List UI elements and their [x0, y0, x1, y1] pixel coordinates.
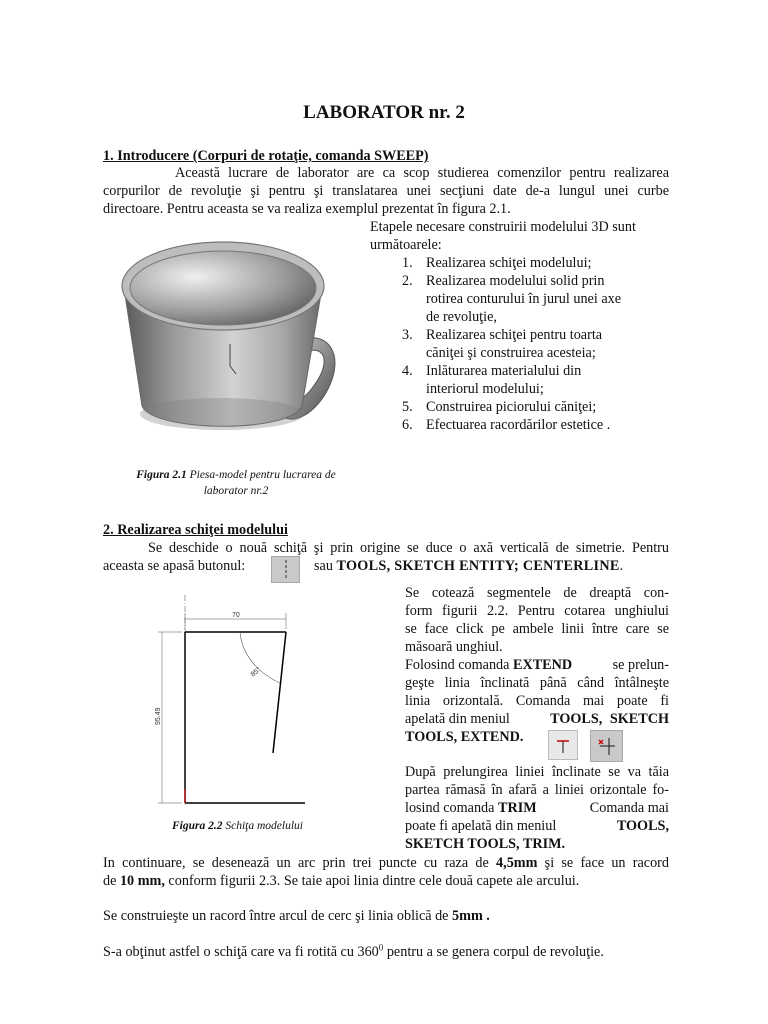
figure-2-2-caption: [150, 818, 355, 834]
rc-extend-line: [405, 656, 669, 674]
rc-line: După prelungirea liniei înclinate se va tăia: [405, 764, 669, 780]
step-item-1: [388, 254, 670, 272]
rc-text: Comanda mai: [582, 800, 669, 816]
centerline-icon: [272, 557, 299, 582]
step-item-6: [388, 416, 670, 434]
rc-line: se face click pe ambele linii între care se: [405, 621, 669, 637]
step-text: Construirea piciorului căniţei;: [426, 399, 597, 415]
figure-2-1-caption-line1: Piesa-model pentru lucrarea de: [186, 469, 336, 481]
trim-command: TRIM: [498, 800, 537, 816]
trim-icon: [591, 731, 622, 761]
figure-2-2-label: Figura 2.2: [172, 820, 223, 832]
para-text: de: [103, 873, 120, 889]
section2-line1: Se deschide o nouă schiţă şi prin origine se duce o axă verticală de simetrie. Pentru: [148, 540, 669, 556]
step-number: 1.: [402, 255, 413, 271]
rc-line: partea rămasă în afară a liniei orizontale fo-: [405, 782, 669, 798]
step-item-2: [388, 272, 670, 326]
paragraph-arc: [103, 854, 669, 890]
section1-intro: [103, 164, 669, 218]
trim-button[interactable]: [590, 730, 623, 762]
step-text: interiorul modelului;: [426, 381, 544, 397]
trim-menu-path-end: SKETCH TOOLS, TRIM.: [405, 836, 566, 852]
intro-line-2: corpurilor de revoluţie şi pentru şi translatarea unei secţiuni date de-a lungul unei curbe: [103, 183, 669, 199]
dim-height-label: 95.49: [155, 707, 162, 725]
rc-line: linia orizontală. Comanda mai poate fi: [405, 693, 669, 709]
degree-superscript: 0: [378, 942, 384, 953]
extend-command: EXTEND: [512, 657, 573, 673]
rc-text: Folosind comanda: [405, 657, 513, 673]
section2-heading: 2. Realizarea schiţei modelului: [103, 522, 288, 538]
line2-mid-text: sau: [314, 558, 337, 574]
paragraph-arc-line1: [103, 854, 669, 872]
extend-menu-path-end: TOOLS, EXTEND.: [405, 729, 524, 745]
centerline-button[interactable]: [271, 556, 300, 583]
mug-image: [112, 224, 348, 446]
rc-line: form figurii 2.2. Pentru cotarea unghiului: [405, 603, 669, 619]
figure-2-1-caption-line2: laborator nr.2: [203, 485, 269, 497]
para-text: Se construieşte un racord între arcul de cerc şi linia oblică de: [103, 908, 453, 924]
rc-line: măsoară unghiul.: [405, 639, 503, 655]
para-text: pentru a se genera corpul de revoluţie.: [383, 944, 604, 960]
sketch-figure: [150, 593, 320, 815]
para-text: S-a obţinut astfel o schiţă care va fi rotită cu 360: [103, 944, 379, 960]
step-number: 5.: [402, 399, 413, 415]
section2-line2-start: aceasta se apasă butonul:: [103, 558, 246, 574]
step-text: rotirea conturului în jurul unei axe: [426, 291, 622, 307]
rc-trim-tools-line: [405, 817, 669, 835]
para-bold: 5mm .: [452, 908, 490, 924]
step-text: Efectuarea racordărilor estetice .: [426, 417, 611, 433]
para-text: In continuare, se desenează un arc prin trei puncte cu raza de: [103, 855, 497, 871]
step-text: Inlăturarea materialului din: [426, 363, 582, 379]
para-bold: 10 mm,: [119, 873, 165, 889]
intro-line-1: Această lucrare de laborator are ca scop studierea comenzilor pentru realizarea: [175, 165, 669, 181]
figure-2-1-caption: [112, 467, 360, 499]
rc-text: losind comanda: [405, 800, 498, 816]
steps-list: [388, 254, 670, 434]
dim-angle-label: 85°: [249, 666, 263, 679]
step-text: căniţei şi construirea acesteia;: [426, 345, 596, 361]
para-bold: 4,5mm: [496, 855, 538, 871]
steps-intro-1: Etapele necesare construirii modelului 3D sunt: [370, 219, 636, 235]
rc-text: se prelun-: [612, 657, 669, 673]
rc-trim-line: [405, 799, 669, 817]
figure-2-2-caption-text: Schiţa modelului: [222, 820, 303, 832]
step-item-4: [388, 362, 670, 398]
extend-button[interactable]: [548, 730, 578, 760]
centerline-menu-path: TOOLS, SKETCH ENTITY; CENTERLINE: [336, 558, 620, 574]
right-column: [405, 584, 669, 853]
section2-line2-end: [314, 557, 623, 575]
step-item-3: [388, 326, 670, 362]
rc-spacer: [405, 746, 669, 763]
extend-icon: [549, 731, 577, 759]
line2-end-text: .: [619, 558, 624, 574]
rc-tools-line: [405, 710, 669, 728]
rc-text: poate fi apelată din meniul: [405, 818, 557, 834]
step-number: 3.: [402, 327, 413, 343]
figure-2-1-label: Figura 2.1: [136, 469, 187, 481]
para-text: conform figurii 2.3. Se taie apoi linia dintre cele două capete ale arcului.: [164, 873, 580, 889]
rc-line: geşte linia înclinată până când întâlneşte: [405, 675, 669, 691]
step-text: de revoluţie,: [426, 309, 497, 325]
step-text: Realizarea schiţei pentru toarta: [426, 327, 603, 343]
page-title: LABORATOR nr. 2: [303, 102, 465, 123]
paragraph-revolution: [103, 943, 669, 961]
steps-intro-2: următoarele:: [370, 237, 442, 253]
step-text: Realizarea modelului solid prin: [426, 273, 605, 289]
rc-text: apelată din meniul: [405, 711, 510, 727]
paragraph-fillet: [103, 907, 669, 925]
intro-line-3: directoare. Pentru aceasta se va realiza exemplul prezentat în figura 2.1.: [103, 201, 511, 217]
step-text: Realizarea schiţei modelului;: [426, 255, 592, 271]
trim-menu-path: TOOLS,: [616, 818, 669, 834]
step-number: 2.: [402, 273, 413, 289]
step-item-5: [388, 398, 670, 416]
extend-menu-path: TOOLS, SKETCH: [550, 711, 669, 727]
dim-width-label: 70: [232, 612, 240, 619]
steps-block: [370, 218, 670, 434]
paragraph-arc-line2: [103, 872, 669, 890]
step-number: 6.: [402, 417, 413, 433]
section1-heading: 1. Introducere (Corpuri de rotaţie, comanda SWEEP): [103, 148, 429, 164]
para-text: şi se face un racord: [537, 855, 669, 871]
step-number: 4.: [402, 363, 413, 379]
rc-line: Se cotează segmentele de dreaptă con-: [405, 585, 669, 601]
